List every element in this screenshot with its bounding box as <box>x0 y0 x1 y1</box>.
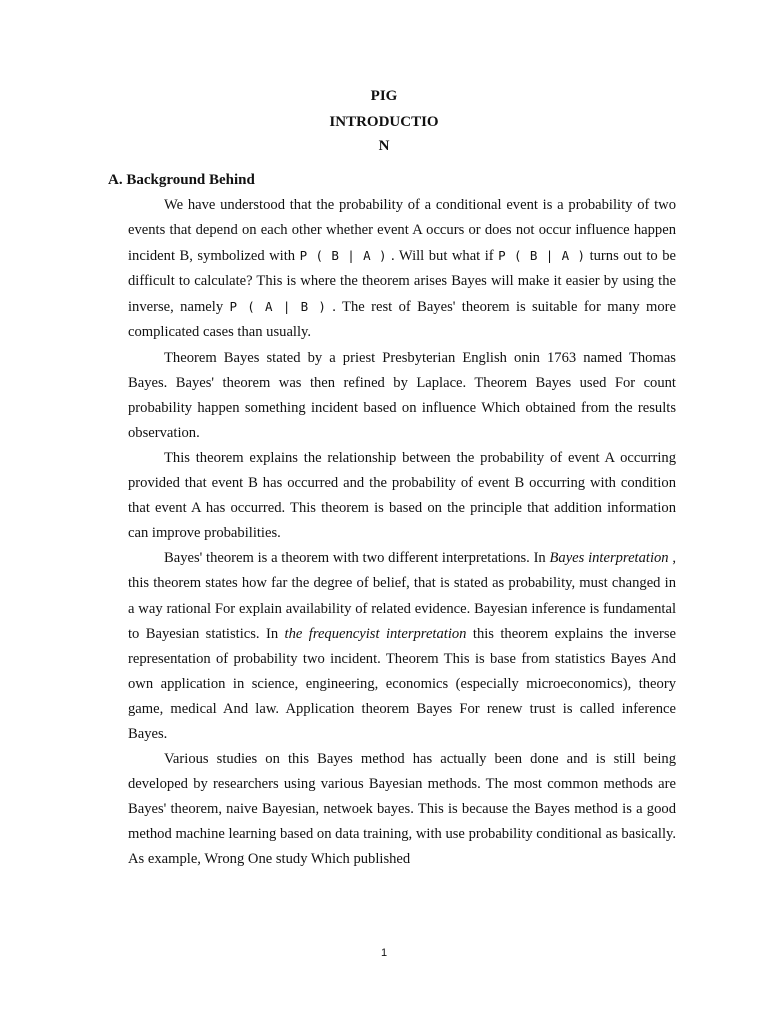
paragraph-1 <box>128 193 676 346</box>
paragraph-3: This theorem explains the relationship between the probability of event A occurring provided that event B has occurred and the probability of event B occurring with condition that event A has occurred. This theorem is based on the principle that addition information can improve probabilities. <box>128 449 676 542</box>
page-number: 1 <box>380 947 388 959</box>
formula-p-b-given-a: P ( B | A ) <box>299 248 387 264</box>
paragraph-4 <box>128 546 676 747</box>
paragraph-2: Theorem Bayes stated by a priest Presbyterian English onin 1763 named Thomas Bayes. Bayes' theorem was then refined by Laplace. Theorem Bayes used For count probability happen something incident based on influence Which obtained from the results observation. <box>128 349 676 441</box>
paragraph-1-text-a: We have understood that the probability of a conditional event is a probability of two events that depend on each other whether event A occurs or does not occur influence happen incident B, symbolized with <box>128 197 676 265</box>
paragraph-1-text-b: . Will but what if <box>386 248 499 265</box>
formula-p-a-given-b: P ( A | B ) <box>229 299 326 315</box>
italic-bayes-interpretation: Bayes interpretation <box>549 550 669 567</box>
paragraph-4-text-a: Bayes' theorem is a theorem with two different interpretations. In <box>164 550 550 567</box>
document-title-line-1: PIG <box>370 88 398 104</box>
formula-p-b-given-a-2: P ( B | A ) <box>498 248 586 264</box>
paragraph-1-text-c: turns out to be difficult to calculate? This is where the theorem arises Bayes will make it easier by using the inverse, namely <box>128 248 676 316</box>
paragraph-4-text-c: this theorem explains the inverse representation of probability two incident. Theorem This is base from statistics Bayes And own application in science, engineering, economics (especially microeconomics), theory game, medical And law. Application theorem Bayes For renew trust is called inference Bayes. <box>128 625 677 742</box>
paragraph-4-text-b: , this theorem states how far the degree of belief, that is stated as probability, must changed in a way rational For explain availability of related evidence. Bayesian inference is fundamental to Bayesian statistics. In <box>128 550 677 642</box>
italic-frequencyist-interpretation: the frequencyist interpretation <box>284 625 467 642</box>
document-title-line-3: N <box>378 138 390 154</box>
paragraph-5: Various studies on this Bayes method has actually been done and is still being developed by researchers using various Bayesian methods. The most common methods are Bayes' theorem, naive Bayesian, netwoek bayes. This is because the Bayes method is a good method machine learning based on data training, with use probability conditional as basically. As example, Wrong One study Which published <box>128 751 676 868</box>
body-text <box>128 193 676 873</box>
paragraph-1-text-d: . The rest of Bayes' theorem is suitable for many more complicated cases than usually. <box>128 299 676 341</box>
section-heading: A. Background Behind <box>108 172 255 188</box>
document-title-line-2: INTRODUCTIO <box>329 114 439 130</box>
